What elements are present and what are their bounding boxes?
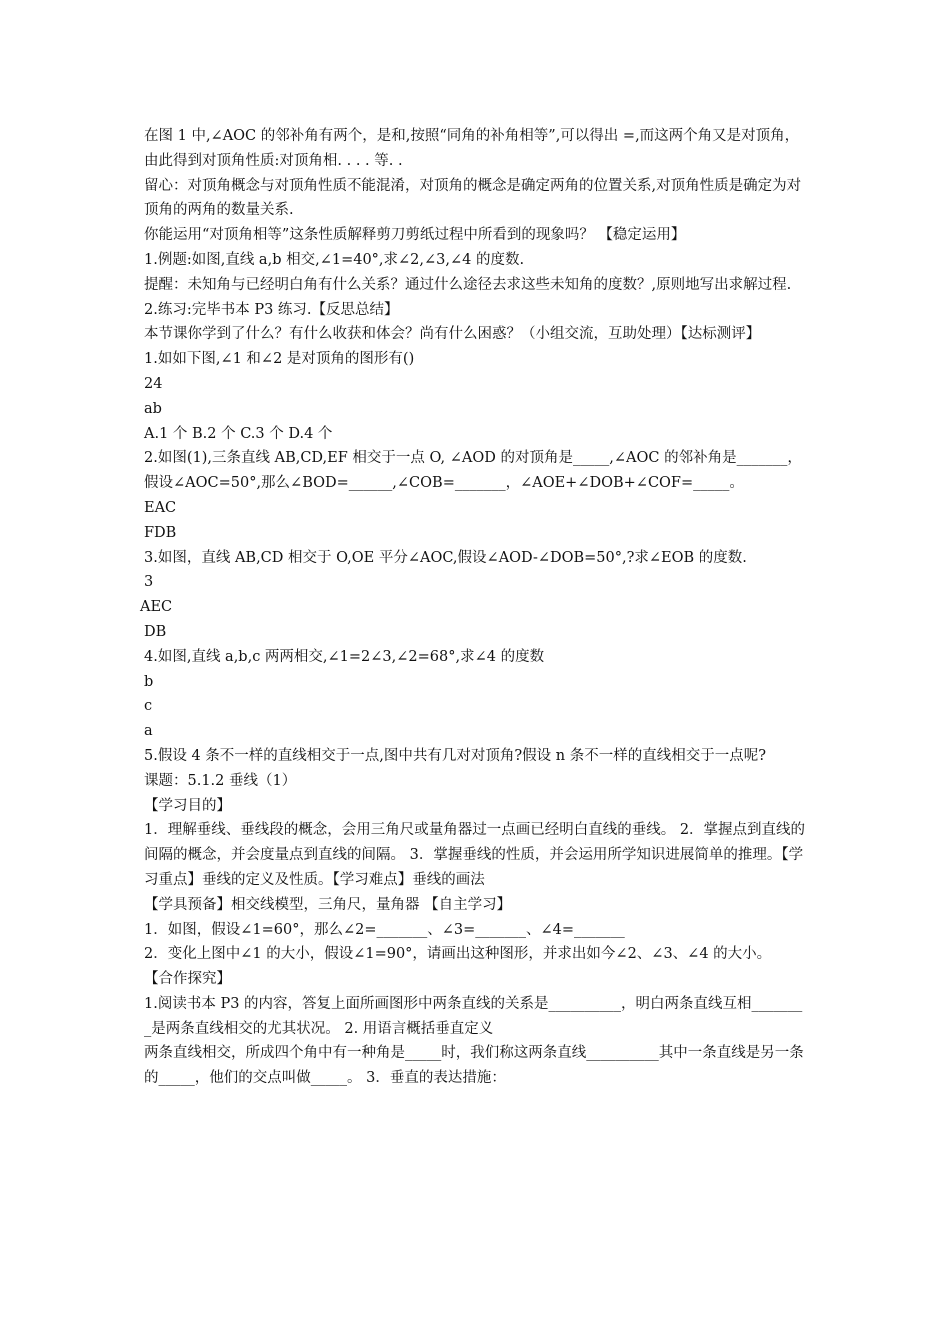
paragraph-example-1: 1.例题:如图,直线 a,b 相交,∠1=40°,求∠2,∠3,∠4 的度数. (144, 251, 525, 268)
document-body (140, 124, 808, 1091)
question-1: 1.如如下图,∠1 和∠2 是对顶角的图形有() (144, 351, 415, 368)
figure-label: a (144, 723, 153, 740)
figure-label: DB (144, 623, 167, 640)
question-4: 4.如图,直线 a,b,c 两两相交,∠1=2∠3,∠2=68°,求∠4 的度数 (144, 648, 545, 665)
paragraph-summary-question: 本节课你学到了什么？有什么收获和体会？尚有什么困惑？（小组交流，互助处理）【达标测评】 (144, 326, 761, 343)
question-5: 5.假设 4 条不一样的直线相交于一点,图中共有几对对顶角?假设 n 条不一样的直线相交于一点呢? (144, 747, 766, 764)
self-study-2: 2．变化上图中∠1 的大小，假设∠1=90°，请画出这种图形，并求出如今∠2、∠3、∠4 的大小。 (144, 946, 772, 963)
figure-label: FDB (144, 524, 177, 541)
question-3: 3.如图，直线 AB,CD 相交于 O,OE 平分∠AOC,假设∠AOD-∠DOB=50°,?求∠EOB 的度数. (144, 549, 747, 566)
figure-label: c (144, 698, 153, 715)
question-2: 2.如图(1),三条直线 AB,CD,EF 相交于一点 O, ∠AOD 的对顶角是_____,∠AOC 的邻补角是_______，假设∠AOC=50°,那么∠BOD=______,∠COB=_______，∠AOE+∠DOB+∠COF=_____。 (144, 450, 802, 492)
paragraph-tools: 【学具预备】相交线模型，三角尺，量角器 【自主学习】 (144, 896, 512, 913)
cooperation-definition: 两条直线相交，所成四个角中有一种角是_____时，我们称这两条直线__________其中一条直线是另一条的_____，他们的交点叫做_____。 3．垂直的表达措施： (144, 1045, 804, 1087)
lesson-title: 课题：5.1.2 垂线（1） (144, 772, 297, 789)
paragraph-exercise-2: 2.练习:完毕书本 P3 练习.【反思总结】 (144, 301, 399, 318)
self-study-1: 1．如图，假设∠1=60°，那么∠2=_______、∠3=_______、∠4=_______ (144, 921, 625, 938)
paragraph-scissors-question: 你能运用“对顶角相等”这条性质解释剪刀剪纸过程中所看到的现象吗？ 【稳定运用】 (144, 227, 686, 244)
section-heading-objectives: 【学习目的】 (144, 797, 231, 814)
figure-label: 3 (144, 574, 154, 591)
figure-label: EAC (144, 499, 177, 516)
figure-label: AEC (140, 599, 173, 616)
paragraph-vertical-angle-property: 在图 1 中,∠AOC 的邻补角有两个，是和,按照“同角的补角相等”,可以得出 =,而这两个角又是对顶角，由此得到对顶角性质:对顶角相. . . . 等. . (144, 128, 800, 169)
figure-label: 24 (144, 375, 163, 392)
section-heading-cooperation: 【合作探究】 (144, 971, 231, 988)
cooperation-1: 1.阅读书本 P3 的内容，答复上面所画图形中两条直线的关系是__________，明白两条直线互相________是两条直线相交的尤其状况。 2. 用语言概括垂直定义 (144, 995, 803, 1037)
figure-label: b (144, 673, 154, 690)
paragraph-hint: 提醒：未知角与已经明白角有什么关系？通过什么途径去求这些未知角的度数？,原则地写出求解过程. (144, 276, 792, 293)
question-1-options: A.1 个 B.2 个 C.3 个 D.4 个 (144, 425, 333, 442)
figure-label: ab (144, 400, 162, 417)
paragraph-attention-note: 留心：对顶角概念与对顶角性质不能混淆，对顶角的概念是确定两角的位置关系,对顶角性质是确定为对顶角的两角的数量关系. (144, 177, 802, 219)
paragraph-objectives: 1．理解垂线、垂线段的概念，会用三角尺或量角器过一点画已经明白直线的垂线。 2．掌握点到直线的间隔的概念，并会度量点到直线的间隔。 3．掌握垂线的性质，并会运用所学知识进展简单的推理。【学习重点】垂线的定义及性质。【学习难点】垂线的画法 (144, 822, 806, 888)
